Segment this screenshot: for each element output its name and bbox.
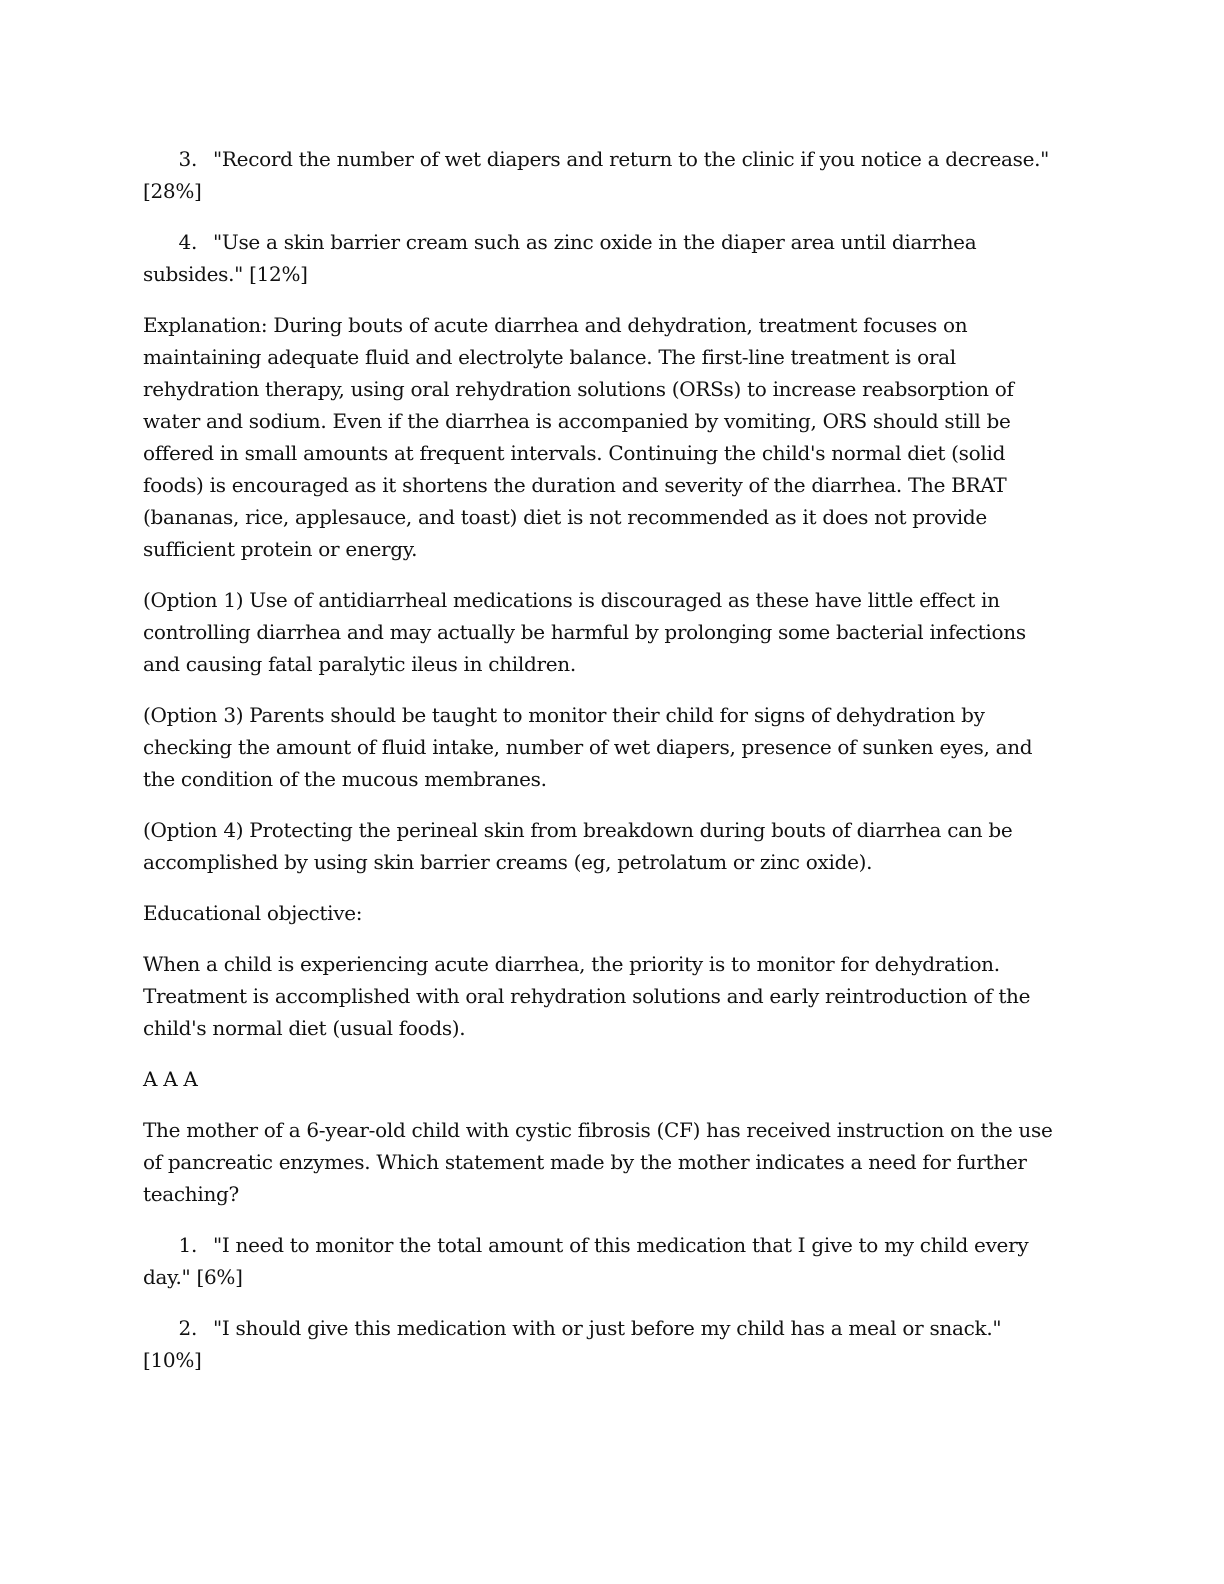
option-text: "I should give this medication with or just before my child has a meal or snack." [10%] [143, 1316, 1002, 1372]
explanation: Explanation: During bouts of acute diarrhea and dehydration, treatment focuses on maintaining adequate fluid and electrolyte balance. The first-line treatment is oral rehydration therapy, using oral rehydration solutions (ORSs) to increase reabsorption of water and sodium. Even if the diarrhea is accompanied by vomiting, ORS should still be offered in small amounts at frequent intervals. Continuing the child's normal diet (solid foods) is encouraged as it shortens the duration and severity of the diarrhea. The BRAT (bananas, rice, applesauce, and toast) diet is not recommended as it does not provide sufficient protein or energy. [143, 313, 1014, 561]
option-number: 3. [178, 147, 197, 171]
document-page [143, 143, 1063, 1395]
option-number: 1. [178, 1233, 197, 1257]
answer-option-3 [143, 143, 1063, 207]
option-number: 2. [178, 1316, 197, 1340]
option-1-explanation: (Option 1) Use of antidiarrheal medications is discouraged as these have little effect in controlling diarrhea and may actually be harmful by prolonging some bacterial infections and causing fatal paralytic ileus in children. [143, 588, 1026, 676]
option-text: "I need to monitor the total amount of this medication that I give to my child every day." [6%] [143, 1233, 1029, 1289]
objective-label: Educational objective: [143, 901, 363, 925]
option-number: 4. [178, 230, 197, 254]
option-text: "Record the number of wet diapers and return to the clinic if you notice a decrease." [28%] [143, 147, 1050, 203]
font-size-controls: A A A [143, 1067, 198, 1091]
objective-text: When a child is experiencing acute diarrhea, the priority is to monitor for dehydration. Treatment is accomplished with oral rehydration solutions and early reintroduction of the child's normal diet (usual foods). [143, 952, 1031, 1040]
option-3-explanation: (Option 3) Parents should be taught to monitor their child for signs of dehydration by checking the amount of fluid intake, number of wet diapers, presence of sunken eyes, and the condition of the mucous membranes. [143, 703, 1033, 791]
answer-option-4 [143, 226, 1063, 290]
question-text: The mother of a 6-year-old child with cystic fibrosis (CF) has received instruction on the use of pancreatic enzymes. Which statement made by the mother indicates a need for further teaching? [143, 1118, 1053, 1206]
option-text: "Use a skin barrier cream such as zinc oxide in the diaper area until diarrhea subsides." [12%] [143, 230, 977, 286]
option-4-explanation: (Option 4) Protecting the perineal skin from breakdown during bouts of diarrhea can be accomplished by using skin barrier creams (eg, petrolatum or zinc oxide). [143, 818, 1013, 874]
answer-option-1 [143, 1229, 1063, 1293]
answer-option-2 [143, 1312, 1063, 1376]
